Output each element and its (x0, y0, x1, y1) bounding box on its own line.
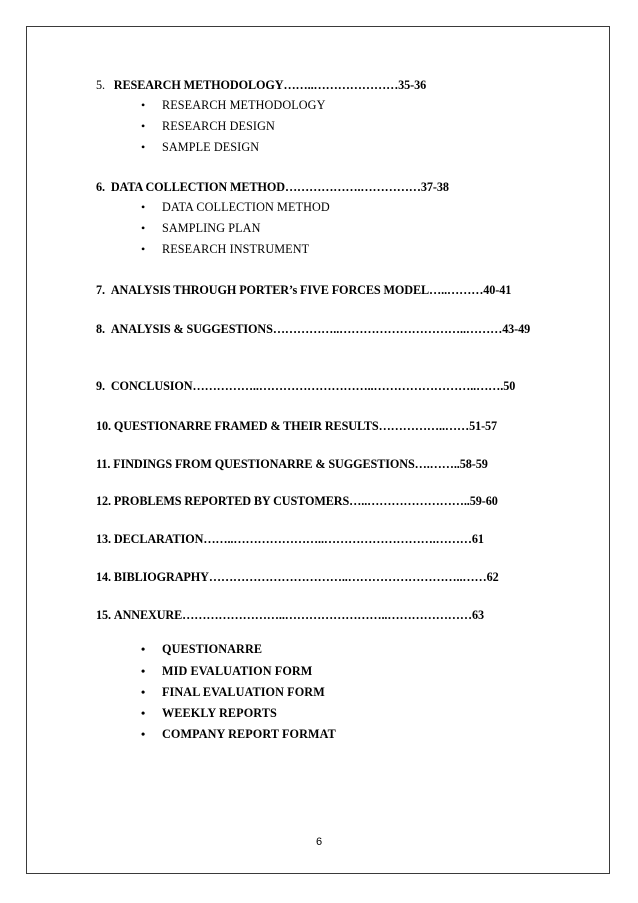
entry-leader: ……………………..……………………..………………… (182, 608, 472, 622)
bullet-icon: • (141, 200, 146, 214)
entry-title: BIBLIOGRAPHY (113, 570, 209, 584)
toc-entry-7 (96, 283, 511, 298)
entry-number: 13. (96, 532, 111, 546)
toc-entry-11 (96, 457, 488, 472)
entry-leader: ……………………………..………………………..…… (208, 570, 487, 584)
entry-pages: 63 (471, 608, 484, 622)
sub-item-label: RESEARCH METHODOLOGY (162, 98, 326, 112)
entry-leader: …..…………………….. (349, 494, 470, 508)
bullet-icon: • (141, 685, 146, 699)
toc-entry-13 (96, 532, 484, 547)
entry-title: RESEARCH METHODOLOGY (113, 78, 284, 92)
toc-entry-9 (96, 379, 515, 394)
entry-number: 14. (96, 570, 111, 584)
entry-title: DATA COLLECTION METHOD (110, 180, 285, 194)
bullet-icon: • (141, 119, 146, 133)
entry-title: ANNEXURE (113, 608, 183, 622)
toc-entry-5 (96, 78, 426, 93)
entry-number: 7. (96, 283, 105, 297)
bullet-icon: • (141, 140, 146, 154)
entry-title: QUESTIONARRE FRAMED & THEIR RESULTS (113, 419, 379, 433)
entry-title: PROBLEMS REPORTED BY CUSTOMERS (113, 494, 350, 508)
entry-pages: 37-38 (420, 180, 449, 194)
bullet-icon: • (141, 242, 146, 256)
entry-pages: 43-49 (502, 322, 531, 336)
toc-entry-15 (96, 608, 484, 623)
page-number: 6 (315, 836, 323, 848)
bullet-icon: • (141, 642, 146, 656)
entry-leader: ……..…………………..……………………….……… (203, 532, 472, 546)
sub-item-label: QUESTIONARRE (162, 642, 263, 656)
toc-entry-14 (96, 570, 499, 585)
entry-number: 11. (96, 457, 111, 471)
entry-pages: 40-41 (483, 283, 512, 297)
page-border (26, 26, 610, 874)
toc-entry-8 (96, 322, 530, 337)
bullet-icon: • (141, 727, 146, 741)
bullet-icon: • (141, 98, 146, 112)
entry-leader: …..……… (429, 283, 484, 297)
entry-number: 6. (96, 180, 105, 194)
sub-item-label: SAMPLING PLAN (162, 221, 261, 235)
entry-title: FINDINGS FROM QUESTIONARRE & SUGGESTIONS (113, 457, 415, 471)
toc-entry-10 (96, 419, 497, 434)
entry-number: 12. (96, 494, 111, 508)
bullet-icon: • (141, 664, 146, 678)
entry-number: 8. (96, 322, 105, 336)
entry-pages: 59-60 (469, 494, 498, 508)
toc-entry-12 (96, 494, 498, 509)
sub-item-label: DATA COLLECTION METHOD (162, 200, 330, 214)
entry-title: ANALYSIS & SUGGESTIONS (110, 322, 273, 336)
entry-pages: 58-59 (459, 457, 488, 471)
sub-item-label: COMPANY REPORT FORMAT (162, 727, 336, 741)
sub-item-label: RESEARCH DESIGN (162, 119, 275, 133)
entry-number: 15. (96, 608, 111, 622)
sub-item-label: MID EVALUATION FORM (162, 664, 313, 678)
entry-leader: ……………..…… (378, 419, 470, 433)
entry-pages: 61 (471, 532, 484, 546)
bullet-icon: • (141, 706, 146, 720)
entry-title: DECLARATION (113, 532, 204, 546)
entry-leader: ……..………………… (283, 78, 399, 92)
entry-pages: 62 (486, 570, 499, 584)
entry-pages: 35-36 (398, 78, 427, 92)
entry-leader: ……………..………………………..……………………..…… (192, 379, 501, 393)
bullet-icon: • (141, 221, 146, 235)
entry-leader: ……………..…………………………..……… (272, 322, 503, 336)
toc-entry-6 (96, 180, 449, 195)
sub-item-label: FINAL EVALUATION FORM (162, 685, 325, 699)
sub-item-label: WEEKLY REPORTS (162, 706, 277, 720)
entry-title: ANALYSIS THROUGH PORTER’s FIVE FORCES MODEL (110, 283, 430, 297)
entry-pages: .50 (500, 379, 516, 393)
entry-leader: ….…….. (414, 457, 460, 471)
sub-item-label: RESEARCH INSTRUMENT (162, 242, 310, 256)
entry-title: CONCLUSION (110, 379, 193, 393)
sub-item-label: SAMPLE DESIGN (162, 140, 260, 154)
entry-number: 9. (96, 379, 105, 393)
entry-leader: ……………….…………… (284, 180, 421, 194)
entry-pages: 51-57 (469, 419, 498, 433)
entry-number: 5. (96, 78, 105, 92)
entry-number: 10. (96, 419, 111, 433)
